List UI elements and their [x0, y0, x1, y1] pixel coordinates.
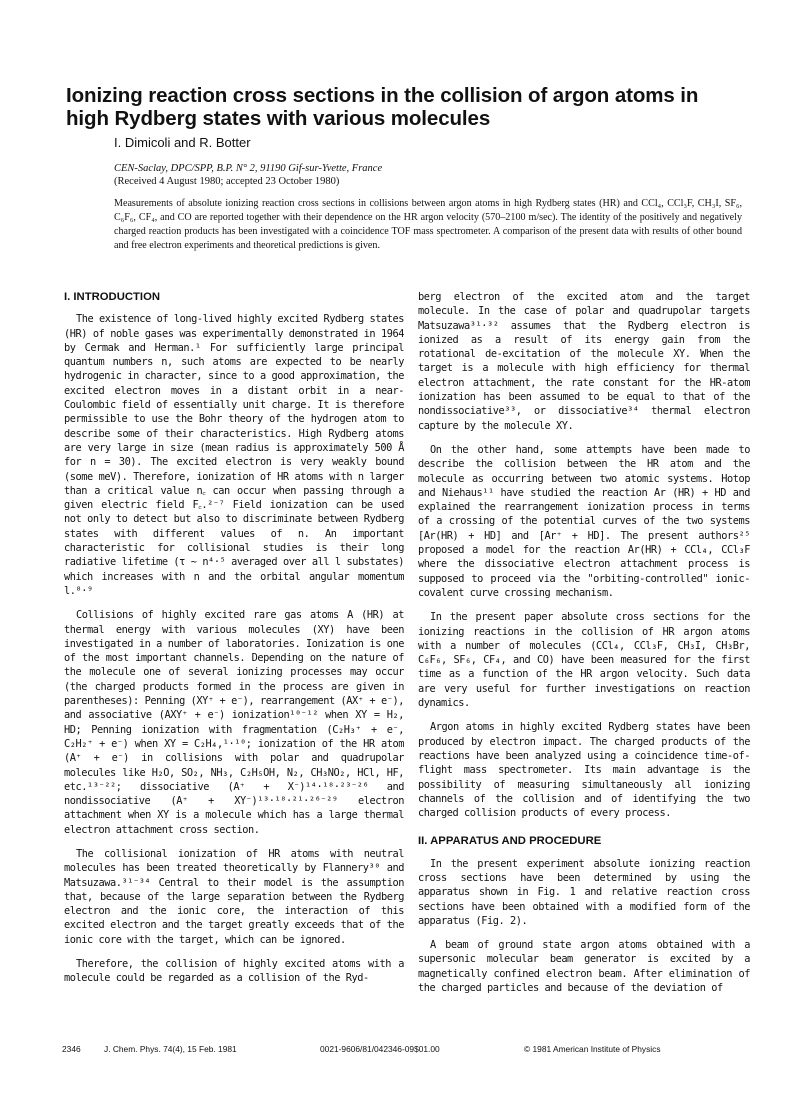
section-heading-apparatus: II. APPARATUS AND PROCEDURE — [418, 835, 602, 848]
body-paragraph: Therefore, the collision of highly excited atoms with a molecule could be regarded as a collision of the Ryd- — [64, 958, 404, 985]
received-dates: (Received 4 August 1980; accepted 23 October 1980) — [114, 176, 340, 187]
body-paragraph: In the present experiment absolute ionizing reaction cross sections have been determined by using the apparatus shown in Fig. 1 and relative reaction cross sections have been obtained with a modified form of the apparatus (Fig. 2). — [418, 857, 750, 927]
body-paragraph: The collisional ionization of HR atoms with neutral molecules has been treated theoretically by Flannery³⁰ and Matsuzawa.³¹⁻³⁴ Central to their model is the assumption that, because of the large separation between the Rydberg electron and the ionic core, the interaction of this excited electron and the target greatly exceeds that of the ionic core with the target, which can be ignored. — [64, 847, 404, 946]
body-paragraph: berg electron of the excited atom and the target molecule. In the case of polar and quadrupolar targets Matsuzawa³¹·³² assumes that the Rydberg electron is ionized as a result of its energy gain from the rotational de-excitation of the molecule XY. When the target is a molecule with high efficiency for thermal electron attachment, the rate constant for the HR-atom ionization has been assumed to be equal to that of the nondissociative³³, or dissociative³⁴ thermal electron capture by the molecule XY. — [418, 291, 750, 432]
article-code: 0021-9606/81/042346-09$01.00 — [320, 1044, 440, 1054]
page-footer — [62, 1044, 752, 1058]
body-paragraph: Argon atoms in highly excited Rydberg states have been produced by electron impact. The charged products of the reactions have been analyzed using a coincidence time-of-flight mass spectrometer. Its main advantage is the possibility of measuring simultaneously all ionizing channels of the collision and of identifying the two charged collision products of every process. — [418, 721, 750, 820]
body-paragraph: The existence of long-lived highly excited Rydberg states (HR) of noble gases was experimentally demonstrated in 1964 by Cermak and Herman.¹ For sufficiently large principal quantum numbers n, such atoms are expected to be nearly hydrogenic in character, since to a good approximation, the excited electron moves in a distant orbit in a near-Coulombic field of essentially unit charge. It is therefore permissible to use the Bohr theory of the hydrogen atom to describe some of their characteristics. High Rydberg atoms are very large in size (mean radius is approximately 500 Å for n = 30). The excited electron is very weakly bound (some meV). Therefore, ionization of HR atoms with n larger than a critical value n꜀ can occur when passing through a given electric field F꜀.²⁻⁷ Field ionization can be used not only to detect but also to discriminate between Rydberg states with different values of n. An important characteristic for collisional studies is their long radiative lifetime (τ ~ n⁴·⁵ averaged over all l substates) which increases with n and the orbital angular momentum l.⁸·⁹ — [64, 313, 404, 597]
article-title: Ionizing reaction cross sections in the collision of argon atoms in high Rydberg states with various molecules — [66, 84, 699, 130]
body-paragraph: A beam of ground state argon atoms obtained with a supersonic molecular beam generator is excited by a magnetically confined electron beam. After elimination of the charged particles and because of the deviation of — [418, 939, 750, 995]
body-paragraph: In the present paper absolute cross sections for the ionizing reactions in the collision of HR argon atoms with a number of molecules (CCl₄, CCl₃F, CH₃I, CH₃Br, C₆F₆, SF₆, CF₄, and CO) have been measured for the first time as a function of the HR argon velocity. Such data are very useful for further investigations on reaction dynamics. — [418, 611, 750, 710]
journal-citation: J. Chem. Phys. 74(4), 15 Feb. 1981 — [104, 1044, 237, 1054]
body-paragraph: On the other hand, some attempts have been made to describe the collision between the HR atom and the molecule as occurring between two atomic systems. Hotop and Niehaus¹¹ have studied the reaction Ar (HR) + HD and explained the rearrangement ionization process in terms of a crossing of the potential curves of the two systems [Ar(HR) + HD] and [Ar⁺ + HD]. The present authors²⁵ proposed a model for the reaction Ar(HR) + CCl₄, CCl₃F where the dissociative electron attachment process is supposed to proceed via the "orbiting-controlled" ionic-covalent curve crossing mechanism. — [418, 443, 750, 599]
author-list: I. Dimicoli and R. Botter — [114, 135, 251, 150]
affiliation: CEN-Saclay, DPC/SPP, B.P. N° 2, 91190 Gif-sur-Yvette, France — [114, 163, 383, 174]
left-column — [64, 290, 404, 996]
abstract: Measurements of absolute ionizing reaction cross sections in collisions between argon atoms in high Rydberg states (HR) and CCl₄, CCl₃F, CH₃I, SF₆, C₆F₆, CF₄, and CO are reported together with their dependence on the HR argon velocity (570–2100 m/sec). The identity of the positively and negatively charged reaction products has been investigated with a coincidence TOF mass spectrometer. A comparison of the present data with results of other bound and free electron experiments and theoretical predictions is given. — [114, 198, 742, 251]
body-paragraph: Collisions of highly excited rare gas atoms A (HR) at thermal energy with various molecules (XY) have been investigated in a number of laboratories. Ionization is one of the most important channels. Depending on the nature of the molecule one of several ionizing processes may occur (the charged products formed in the process are given in parentheses): Penning (XY⁺ + e⁻), rearrangement (AX⁺ + e⁻), and associative (AXY⁺ + e⁻) ionization¹⁰⁻¹² when XY = H₂, HD; Penning ionization with fragmentation (C₂H₃⁺ + e⁻, C₂H₂⁺ + e⁻) when XY = C₂H₄,¹·¹⁰; ionization of the HR atom (A⁺ + e⁻) in collisions with polar and quadrupolar molecules like H₂O, SO₂, NH₃, C₂H₅OH, N₂, CH₃NO₂, HCl, HF, etc.¹³⁻²²; dissociative (A⁺ + X⁻)¹⁴·¹⁸·²³⁻²⁶ and nondissociative (A⁺ + XY⁻)¹³·¹⁸·²¹·²⁶⁻²⁹ electron attachment when XY is a molecule which has a large thermal electron attachment cross section. — [64, 609, 404, 836]
right-column — [418, 290, 750, 1005]
section-heading-introduction: I. INTRODUCTION — [64, 291, 161, 303]
page-number: 2346 — [62, 1044, 81, 1054]
copyright-notice: © 1981 American Institute of Physics — [524, 1044, 661, 1054]
